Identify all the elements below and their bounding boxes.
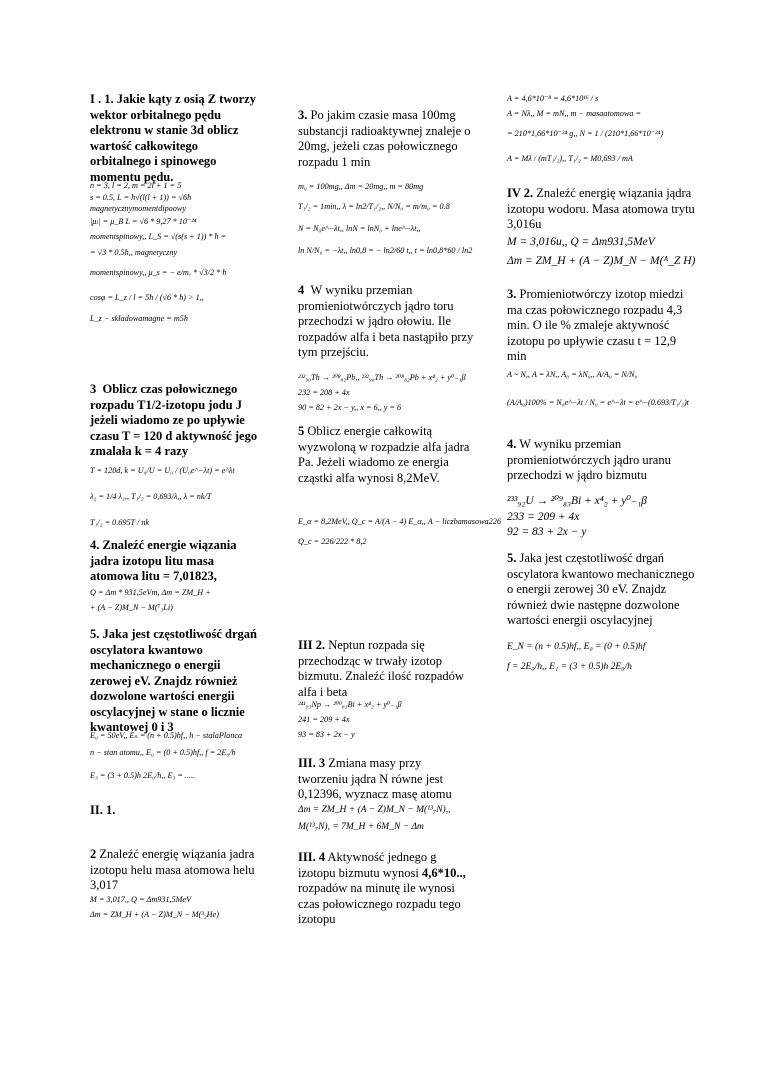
formula-line: 93 = 83 + 2x − y xyxy=(298,730,355,739)
question-number: III. 3 xyxy=(298,756,326,770)
question-number: III. 4 xyxy=(298,850,326,864)
formula-line: T₁/₂ = 1min,, λ = ln2/T₁/₂,, N/N₀ = m/m₀ = 0.8 xyxy=(298,202,450,211)
formula-line: λ₂ = 1/4 λ₁,, T₁/₂ = 0,693/λ,, λ = nk/T xyxy=(90,492,212,501)
formula-line: E₃ = (3 + 0.5)h 2E₀/h,, E₃ = ..... xyxy=(90,771,196,780)
formula-line: magnetycznymomentdipoowy xyxy=(90,204,186,213)
activity-value: 4,6*10.., xyxy=(421,865,466,880)
question-text: Promieniotwórczy izotop miedzi ma czas połowicznego rozpadu 4,3 min. O ile % zmaleje aktywność izotopu po upływie czasu t = 12,9 min xyxy=(507,287,684,363)
solution-4-3 xyxy=(507,362,717,418)
question-text: Znaleźć energię wiązania jadra izotopu helu masa atomowa helu 3,017 xyxy=(90,847,255,892)
question-1-5b xyxy=(298,424,483,486)
formula-line: Δm = ZM_H + (A − Z)M_N − M(³₂He) xyxy=(90,910,219,919)
question-text: Oblicz energie całkowitą wyzwoloną w rozpadzie alfa jadra Pa. Jeżeli wiadomo ze energia cząstki alfa wynosi 8,2MeV. xyxy=(298,424,470,485)
question-4-5 xyxy=(507,551,697,629)
formula-line: cosφ = L_z / l = 5ħ / (√6 * ħ) > 1,, xyxy=(90,292,204,302)
formula-line: M(¹³₇N), = 7M_H + 6M_N − Δm xyxy=(298,822,424,832)
formula-line: L_z − składowamagne = m5ħ xyxy=(90,313,188,323)
question-number: 5. xyxy=(507,551,517,565)
solution-1-3 xyxy=(90,460,280,534)
question-number: 4 xyxy=(298,283,305,297)
formula-line: n = 3, l = 2, m = 2l + 1 = 5 xyxy=(90,181,182,190)
question-text: Znaleźć energie wiązania jadra izotopu litu masa atomowa litu = 7,01823, xyxy=(90,538,237,583)
formula-line: M = 3,016u,, Q = Δm931,5MeV xyxy=(507,236,655,248)
question-number: 5 xyxy=(298,424,305,438)
question-text: Zmiana masy przy tworzeniu jądra N równe jest 0,12396, wyznacz masę atomu xyxy=(298,756,452,801)
question-text: Neptun rozpada się przechodząc w trwały izotop bizmutu. Znaleźć ilość rozpadów alfa i beta xyxy=(298,638,464,699)
formula-line: momentspinowy,, μ_s = − e/mₑ * √3/2 * ħ xyxy=(90,267,227,277)
formula-line: E_α = 8,2MeV,, Q_c = A/(A − 4) E_α,, A − liczbamasowa226 xyxy=(298,517,501,526)
formula-line: A = Mλ / (mT₁/₂),, T₁/₂ = M0,693 / mA xyxy=(507,154,633,163)
formula-line: T = 120d, k = U₀/U = U₀ / (U₀e^−λt) = e^λt xyxy=(90,466,235,475)
formula-line: M = 3,017,, Q = Δm931,5MeV xyxy=(90,895,192,904)
question-1-3 xyxy=(90,382,265,460)
question-number: 2 xyxy=(90,847,97,861)
question-text: Jaka jest częstotliwość drgań oscylatora kwantowo mechanicznego o energii zerowej 30 eV. Znajdz również dwie następne dozwolone wartości energii oscylacyjnej xyxy=(507,551,695,627)
solution-4-2 xyxy=(507,234,727,271)
question-number: IV 2. xyxy=(507,186,534,200)
formula-line: A = Nλ,, M = mN,, m − masaatomowa = xyxy=(507,109,641,118)
question-4-2 xyxy=(507,186,702,233)
question-number: 3. xyxy=(507,287,517,301)
question-number: 3. xyxy=(298,108,308,122)
question-1-4b xyxy=(298,283,483,361)
question-text: Oblicz czas połowicznego rozpadu T1/2-izotopu jodu J jeżeli wiadomo ze po upływie czasu T = 120 d aktywność jego zmalała k = 4 razy xyxy=(90,382,258,458)
question-4-3 xyxy=(507,287,687,365)
question-number: 4. xyxy=(90,538,100,552)
formula-line: Δm = ZM_H + (A − Z)M_N − M(¹³₇N),, xyxy=(298,805,451,815)
question-text: Aktywność jednego g izotopu bizmutu wynosi xyxy=(298,850,437,880)
formula-line: A ~ N,, A = λN,, A₀ = λN₀,, A/A₀ = N/N₀ xyxy=(507,370,638,379)
question-text: Jakie kąty z osią Z tworzy wektor orbitalnego pędu elektronu w stanie 3d oblicz wartość całkowitego orbitalnego i spinowego momentu pędu. xyxy=(90,92,256,184)
solution-1-5 xyxy=(90,728,280,789)
formula-line: = 210*1,66*10⁻²⁴ g,, N = 1 / (210*1,66*10⁻²⁴) xyxy=(507,129,664,138)
formula-line: (A/A₀)100% = N₀e^−λt / N₀ = e^−λt = e^−(0.693/T₁/₂)t xyxy=(507,398,689,407)
formula-line: 92 = 83 + 2x − y xyxy=(507,526,587,538)
formula-line: 241 = 209 + 4x xyxy=(298,715,350,724)
question-number: III 2. xyxy=(298,638,326,652)
section-ii-1 xyxy=(90,803,260,819)
formula-line: ²³³₉₂U → ²⁰⁹₈₃Bi + x⁴₂ + y⁰₋₁β xyxy=(507,495,647,507)
formula-line: ²³²₉₀Th → ²⁰⁸₈₂Pb,, ²³²₉₀Th → ²⁰⁸₈₂Pb + x⁴₂ + y⁰₋₁β xyxy=(298,373,466,382)
question-text: Znaleźć energię wiązania jądra izotopu wodoru. Masa atomowa trytu 3,016u xyxy=(507,186,695,231)
formula-line: ln N/N₀ = −λt,, ln0,8 = − ln2/60 t,, t = ln0,8*60 / ln2 xyxy=(298,246,473,255)
question-3-3 xyxy=(298,756,473,803)
question-1-1 xyxy=(90,92,260,185)
formula-line: Q = Δm * 931,5eVm, Δm = ZM_H + xyxy=(90,588,211,597)
question-1-3b xyxy=(298,108,478,170)
solution-1-3b xyxy=(298,180,498,264)
formula-line: s = 0.5, L = ħ√(l(l + 1)) = √6ħ xyxy=(90,192,192,202)
formula-line: |μₗ| = μ_B L = √6 * 9,27 * 10⁻²⁴ xyxy=(90,216,197,226)
formula-line: momentspinowy,, L_S = √(s(s + 1)) * ħ = xyxy=(90,231,227,241)
formula-line: Δm = ZM_H + (A − Z)M_N − M(ᴬ_Z H) xyxy=(507,255,696,267)
solution-2-2 xyxy=(90,893,280,923)
formula-line: A = 4,6*10⁻⁸ = 4,6*10¹⁶ / s xyxy=(507,94,599,103)
question-text: Po jakim czasie masa 100mg substancji radioaktywnej znaleje o 20mg, jeżeli czas połowicznego rozpadu 1 min xyxy=(298,108,471,169)
formula-line: ²⁴¹₉₃Np → ²⁰⁹₈₃Bi + x⁴₂ + y⁰₋₁β xyxy=(298,700,402,709)
solution-1-4 xyxy=(90,585,280,615)
formula-line: T₁/₂ = 0.695T / nk xyxy=(90,518,150,527)
formula-line: 90 = 82 + 2x − y,, x = 6,, y = 6 xyxy=(298,403,402,412)
formula-line: 233 = 209 + 4x xyxy=(507,511,580,523)
formula-line: = √3 * 0.5ħ,, magnetyczny xyxy=(90,247,178,257)
question-4-4 xyxy=(507,437,687,484)
formula-line: + (A − Z)M_N − M(⁷₃Li) xyxy=(90,603,173,612)
question-2-2 xyxy=(90,847,270,894)
formula-line: Q_c = 226/222 * 8,2 xyxy=(298,537,367,546)
formula-line: 232 = 208 + 4x xyxy=(298,388,350,397)
question-text-cont: rozpadów na minutę ile wynosi czas połowicznego rozpadu tego izotopu xyxy=(298,881,461,926)
solution-4-4 xyxy=(507,493,717,540)
solution-1-4b xyxy=(298,370,498,416)
formula-line: f = 2E₀/h,, E₁ = (3 + 0.5)h 2E₀/h xyxy=(507,662,632,672)
section-heading: II. 1. xyxy=(90,803,116,817)
formula-line: N = N₀e^−λt,, lnN = lnN₀ + lne^−λt,, xyxy=(298,224,421,233)
formula-line: m₀ = 100mg,, Δm = 20mg,, m = 80mg xyxy=(298,182,424,191)
question-3-4 xyxy=(298,850,468,928)
solution-4-5 xyxy=(507,640,717,680)
solution-3-3 xyxy=(298,802,498,836)
question-text: Jaka jest częstotliwość drgań oscylatora kwantowo mechanicznego o energii zerowej eV. Znajdz również dozwolone wartości energii oscylacyjnej w stane o licznie kwantowej 0 i 3 xyxy=(90,627,257,734)
solution-1-1 xyxy=(90,180,280,327)
question-number: 3 xyxy=(90,382,97,396)
question-number: 4. xyxy=(507,437,517,451)
question-1-5 xyxy=(90,627,265,736)
question-number: I . 1. xyxy=(90,92,114,106)
question-number: 5. xyxy=(90,627,100,641)
question-text: W wyniku przemian promieniotwórczych jądro uranu przechodzi w jądro bizmutu xyxy=(507,437,671,482)
formula-line: E_N = (n + 0.5)hf,, E₀ = (0 + 0.5)hf xyxy=(507,642,646,652)
formula-line: E₀ = 50eV,, Eₙ = (n + 0.5)hf,, h − stalaPlanca xyxy=(90,731,243,740)
solution-3-4 xyxy=(507,92,712,172)
formula-line: n − stan atomu,, E₀ = (0 + 0.5)hf,, f = 2E₀/h xyxy=(90,748,236,757)
question-1-4 xyxy=(90,538,265,585)
question-text: W wyniku przemian promieniotwórczych jądro toru przechodzi w jądro ołowiu. Ile rozpadów alfa i beta nastąpiło przy tym przejściu. xyxy=(298,283,474,359)
solution-3-2 xyxy=(298,697,498,743)
solution-1-5b xyxy=(298,513,501,553)
question-3-2 xyxy=(298,638,473,700)
